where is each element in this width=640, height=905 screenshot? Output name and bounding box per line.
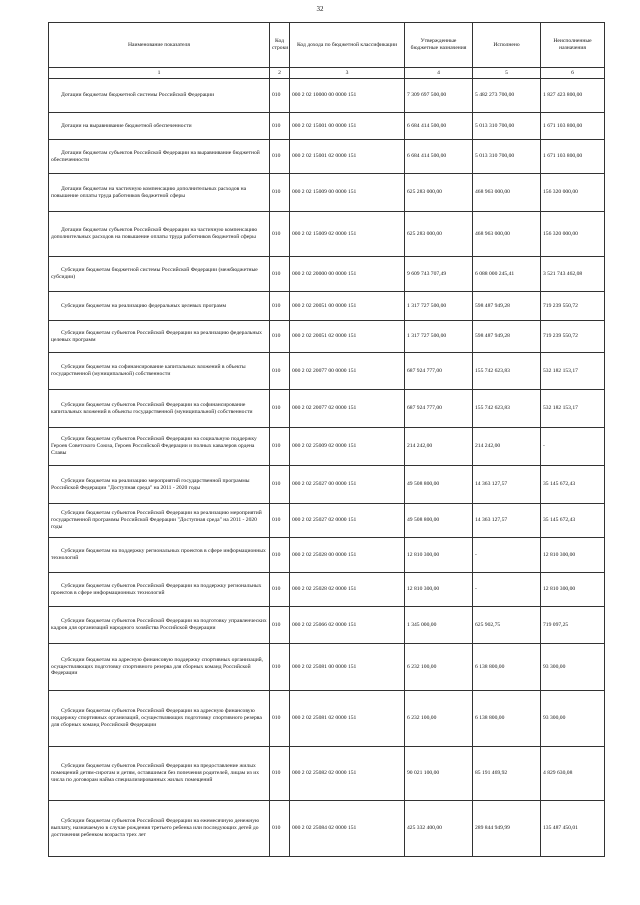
table-row <box>49 466 605 504</box>
page-number: 32 <box>316 5 324 13</box>
cell-approved: 625 283 000,00 <box>405 212 473 257</box>
cell-executed: - <box>473 573 541 607</box>
cell-kbk: 000 2 02 20077 02 0000 151 <box>290 390 405 428</box>
cell-kbk: 000 2 02 25081 02 0000 151 <box>290 691 405 747</box>
cell-approved: 425 332 400,00 <box>405 801 473 857</box>
cell-code: 010 <box>270 504 290 538</box>
cell-remaining: 156 320 000,00 <box>541 212 605 257</box>
cell-code: 010 <box>270 644 290 691</box>
cell-approved: 625 283 000,00 <box>405 174 473 212</box>
cell-kbk: 000 2 02 25082 02 0000 151 <box>290 747 405 801</box>
cell-remaining: 1 671 103 800,00 <box>541 140 605 174</box>
cell-kbk: 000 2 02 25027 00 0000 151 <box>290 466 405 504</box>
cell-kbk: 000 2 02 15001 00 0000 151 <box>290 113 405 140</box>
cell-kbk: 000 2 02 25084 02 0000 151 <box>290 801 405 857</box>
cell-name: Дотации бюджетам субъектов Российской Федерации на выравнивание бюджетной обеспеченности <box>49 140 270 174</box>
cell-remaining: 532 182 153,17 <box>541 390 605 428</box>
cell-code: 010 <box>270 691 290 747</box>
cell-code: 010 <box>270 79 290 113</box>
cell-code: 010 <box>270 257 290 292</box>
budget-execution-table <box>48 22 605 857</box>
cell-approved: 6 684 414 500,00 <box>405 140 473 174</box>
cell-approved: 49 508 800,00 <box>405 466 473 504</box>
table-row <box>49 538 605 573</box>
table-row <box>49 504 605 538</box>
cell-remaining: 4 829 630,08 <box>541 747 605 801</box>
cell-approved: 1 317 727 500,00 <box>405 321 473 353</box>
table-row <box>49 390 605 428</box>
cell-approved: 687 924 777,00 <box>405 353 473 390</box>
cell-approved: 6 232 100,00 <box>405 644 473 691</box>
cell-code: 010 <box>270 573 290 607</box>
cell-executed: 5 482 273 700,00 <box>473 79 541 113</box>
cell-code: 010 <box>270 747 290 801</box>
cell-remaining: 532 182 153,17 <box>541 353 605 390</box>
table-row <box>49 257 605 292</box>
cell-name: Субсидии бюджетам на софинансирование капитальных вложений в объекты государственной (муниципальной) собственности <box>49 353 270 390</box>
cell-name: Дотации бюджетам бюджетной системы Российской Федерации <box>49 79 270 113</box>
table-row <box>49 140 605 174</box>
cell-code: 010 <box>270 538 290 573</box>
table-row <box>49 113 605 140</box>
cell-name: Субсидии бюджетам субъектов Российской Федерации на предоставление жилых помещений детям-сиротам и детям, оставшимся без попечения родителей, лицам из их числа по договорам найма специализированных жилых помещений <box>49 747 270 801</box>
column-index-row <box>49 68 605 79</box>
cell-name: Субсидии бюджетам субъектов Российской Федерации на ежемесячную денежную выплату, назначаемую в случае рождения третьего ребенка или последующих детей до достижения ребенком возраста трех лет <box>49 801 270 857</box>
cell-approved: 214 242,00 <box>405 428 473 466</box>
cell-executed: 155 742 623,83 <box>473 390 541 428</box>
table-row <box>49 292 605 321</box>
cell-executed: 468 963 000,00 <box>473 174 541 212</box>
cell-remaining: 35 145 672,43 <box>541 466 605 504</box>
cell-kbk: 000 2 02 20000 00 0000 151 <box>290 257 405 292</box>
column-index: 5 <box>473 68 541 79</box>
cell-executed: 14 363 127,57 <box>473 504 541 538</box>
cell-kbk: 000 2 02 15009 00 0000 151 <box>290 174 405 212</box>
cell-executed: 14 363 127,57 <box>473 466 541 504</box>
cell-code: 010 <box>270 353 290 390</box>
cell-name: Субсидии бюджетам субъектов Российской Федерации на софинансирование капитальных вложений в объекты государственной (муниципальной) собственности <box>49 390 270 428</box>
cell-remaining: 3 521 743 462,08 <box>541 257 605 292</box>
cell-name: Субсидии бюджетам субъектов Российской Федерации на адресную финансовую поддержку спортивных организаций, осуществляющих подготовку спортивного резерва для сборных команд Российской Федерации <box>49 691 270 747</box>
table-row <box>49 607 605 644</box>
cell-executed: 6 088 000 245,41 <box>473 257 541 292</box>
cell-executed: 6 138 800,00 <box>473 691 541 747</box>
cell-code: 010 <box>270 292 290 321</box>
header-name: Наименование показателя <box>49 23 270 68</box>
cell-executed: 598 487 949,28 <box>473 321 541 353</box>
cell-name: Субсидии бюджетам субъектов Российской Федерации на реализацию мероприятий государственной программы Российской Федерации "Доступная среда" на 2011 - 2020 годы <box>49 504 270 538</box>
header-kbk: Код дохода по бюджетной классификации <box>290 23 405 68</box>
cell-remaining: 93 300,00 <box>541 644 605 691</box>
cell-name: Дотации на выравнивание бюджетной обеспеченности <box>49 113 270 140</box>
cell-name: Субсидии бюджетам субъектов Российской Федерации на подготовку управленческих кадров для организаций народного хозяйства Российской Федерации <box>49 607 270 644</box>
table-row <box>49 691 605 747</box>
cell-remaining: - <box>541 428 605 466</box>
cell-kbk: 000 2 02 20051 02 0000 151 <box>290 321 405 353</box>
cell-approved: 12 810 300,00 <box>405 538 473 573</box>
cell-remaining: 12 810 300,00 <box>541 573 605 607</box>
cell-approved: 12 810 300,00 <box>405 573 473 607</box>
cell-executed: 468 963 000,00 <box>473 212 541 257</box>
cell-executed: 598 487 949,28 <box>473 292 541 321</box>
cell-approved: 6 232 100,00 <box>405 691 473 747</box>
cell-code: 010 <box>270 140 290 174</box>
column-index: 1 <box>49 68 270 79</box>
column-index: 4 <box>405 68 473 79</box>
cell-name: Субсидии бюджетам на адресную финансовую поддержку спортивных организаций, осуществляющих подготовку спортивного резерва для сборных команд Российской Федерации <box>49 644 270 691</box>
cell-remaining: 93 300,00 <box>541 691 605 747</box>
table-row <box>49 801 605 857</box>
table-row <box>49 79 605 113</box>
cell-kbk: 000 2 02 10000 00 0000 151 <box>290 79 405 113</box>
cell-code: 010 <box>270 607 290 644</box>
cell-remaining: 719 239 550,72 <box>541 292 605 321</box>
cell-approved: 6 684 414 500,00 <box>405 113 473 140</box>
header-code: Код строки <box>270 23 290 68</box>
cell-executed: 6 138 800,00 <box>473 644 541 691</box>
cell-kbk: 000 2 02 25028 00 0000 151 <box>290 538 405 573</box>
cell-name: Субсидии бюджетам субъектов Российской Федерации на реализацию федеральных целевых программ <box>49 321 270 353</box>
cell-code: 010 <box>270 212 290 257</box>
cell-executed: 85 191 469,92 <box>473 747 541 801</box>
cell-remaining: 1 827 423 800,00 <box>541 79 605 113</box>
cell-remaining: 1 671 103 800,00 <box>541 113 605 140</box>
cell-executed: 214 242,00 <box>473 428 541 466</box>
cell-kbk: 000 2 02 25028 02 0000 151 <box>290 573 405 607</box>
cell-remaining: 719 239 550,72 <box>541 321 605 353</box>
cell-remaining: 35 145 672,43 <box>541 504 605 538</box>
cell-kbk: 000 2 02 25009 02 0000 151 <box>290 428 405 466</box>
cell-code: 010 <box>270 801 290 857</box>
cell-executed: 155 742 623,83 <box>473 353 541 390</box>
cell-kbk: 000 2 02 20051 00 0000 151 <box>290 292 405 321</box>
cell-code: 010 <box>270 321 290 353</box>
table-row <box>49 644 605 691</box>
cell-approved: 1 317 727 500,00 <box>405 292 473 321</box>
cell-name: Субсидии бюджетам на поддержку региональных проектов в сфере информационных технологий <box>49 538 270 573</box>
cell-approved: 9 609 743 707,49 <box>405 257 473 292</box>
table-row <box>49 321 605 353</box>
table-body <box>49 79 605 857</box>
cell-name: Дотации бюджетам на частичную компенсацию дополнительных расходов на повышение оплаты труда работников бюджетной сферы <box>49 174 270 212</box>
cell-remaining: 156 320 000,00 <box>541 174 605 212</box>
cell-name: Субсидии бюджетам субъектов Российской Федерации на социальную поддержку Героев Советского Союза, Героев Российской Федерации и полных кавалеров ордена Славы <box>49 428 270 466</box>
cell-kbk: 000 2 02 25081 00 0000 151 <box>290 644 405 691</box>
cell-code: 010 <box>270 174 290 212</box>
cell-name: Субсидии бюджетам бюджетной системы Российской Федерации (межбюджетные субсидии) <box>49 257 270 292</box>
cell-executed: 5 013 310 700,00 <box>473 113 541 140</box>
table-row <box>49 573 605 607</box>
cell-name: Дотации бюджетам субъектов Российской Федерации на частичную компенсацию дополнительных расходов на повышение оплаты труда работников бюджетной сферы <box>49 212 270 257</box>
cell-remaining: 12 810 300,00 <box>541 538 605 573</box>
header-remaining: Неисполненные назначения <box>541 23 605 68</box>
cell-remaining: 719 097,25 <box>541 607 605 644</box>
cell-kbk: 000 2 02 25066 02 0000 151 <box>290 607 405 644</box>
cell-kbk: 000 2 02 25027 02 0000 151 <box>290 504 405 538</box>
column-index: 3 <box>290 68 405 79</box>
cell-remaining: 135 487 450,01 <box>541 801 605 857</box>
table-row <box>49 174 605 212</box>
cell-approved: 7 309 697 500,00 <box>405 79 473 113</box>
cell-executed: 5 013 310 700,00 <box>473 140 541 174</box>
cell-code: 010 <box>270 466 290 504</box>
cell-executed: - <box>473 538 541 573</box>
table-row <box>49 353 605 390</box>
cell-code: 010 <box>270 428 290 466</box>
cell-approved: 687 924 777,00 <box>405 390 473 428</box>
cell-code: 010 <box>270 390 290 428</box>
cell-code: 010 <box>270 113 290 140</box>
cell-kbk: 000 2 02 15009 02 0000 151 <box>290 212 405 257</box>
cell-approved: 49 508 800,00 <box>405 504 473 538</box>
cell-approved: 90 021 100,00 <box>405 747 473 801</box>
cell-approved: 1 345 000,00 <box>405 607 473 644</box>
cell-kbk: 000 2 02 15001 02 0000 151 <box>290 140 405 174</box>
header-approved: Утвержденные бюджетные назначения <box>405 23 473 68</box>
table-row <box>49 212 605 257</box>
column-index: 2 <box>270 68 290 79</box>
cell-kbk: 000 2 02 20077 00 0000 151 <box>290 353 405 390</box>
header-row <box>49 23 605 68</box>
cell-executed: 625 902,75 <box>473 607 541 644</box>
header-executed: Исполнено <box>473 23 541 68</box>
cell-name: Субсидии бюджетам на реализацию федеральных целевых программ <box>49 292 270 321</box>
table-row <box>49 428 605 466</box>
cell-name: Субсидии бюджетам субъектов Российской Федерации на поддержку региональных проектов в сфере информационных технологий <box>49 573 270 607</box>
table-row <box>49 747 605 801</box>
cell-name: Субсидии бюджетам на реализацию мероприятий государственной программы Российской Федерации "Доступная среда" на 2011 - 2020 годы <box>49 466 270 504</box>
cell-executed: 289 844 949,99 <box>473 801 541 857</box>
column-index: 6 <box>541 68 605 79</box>
